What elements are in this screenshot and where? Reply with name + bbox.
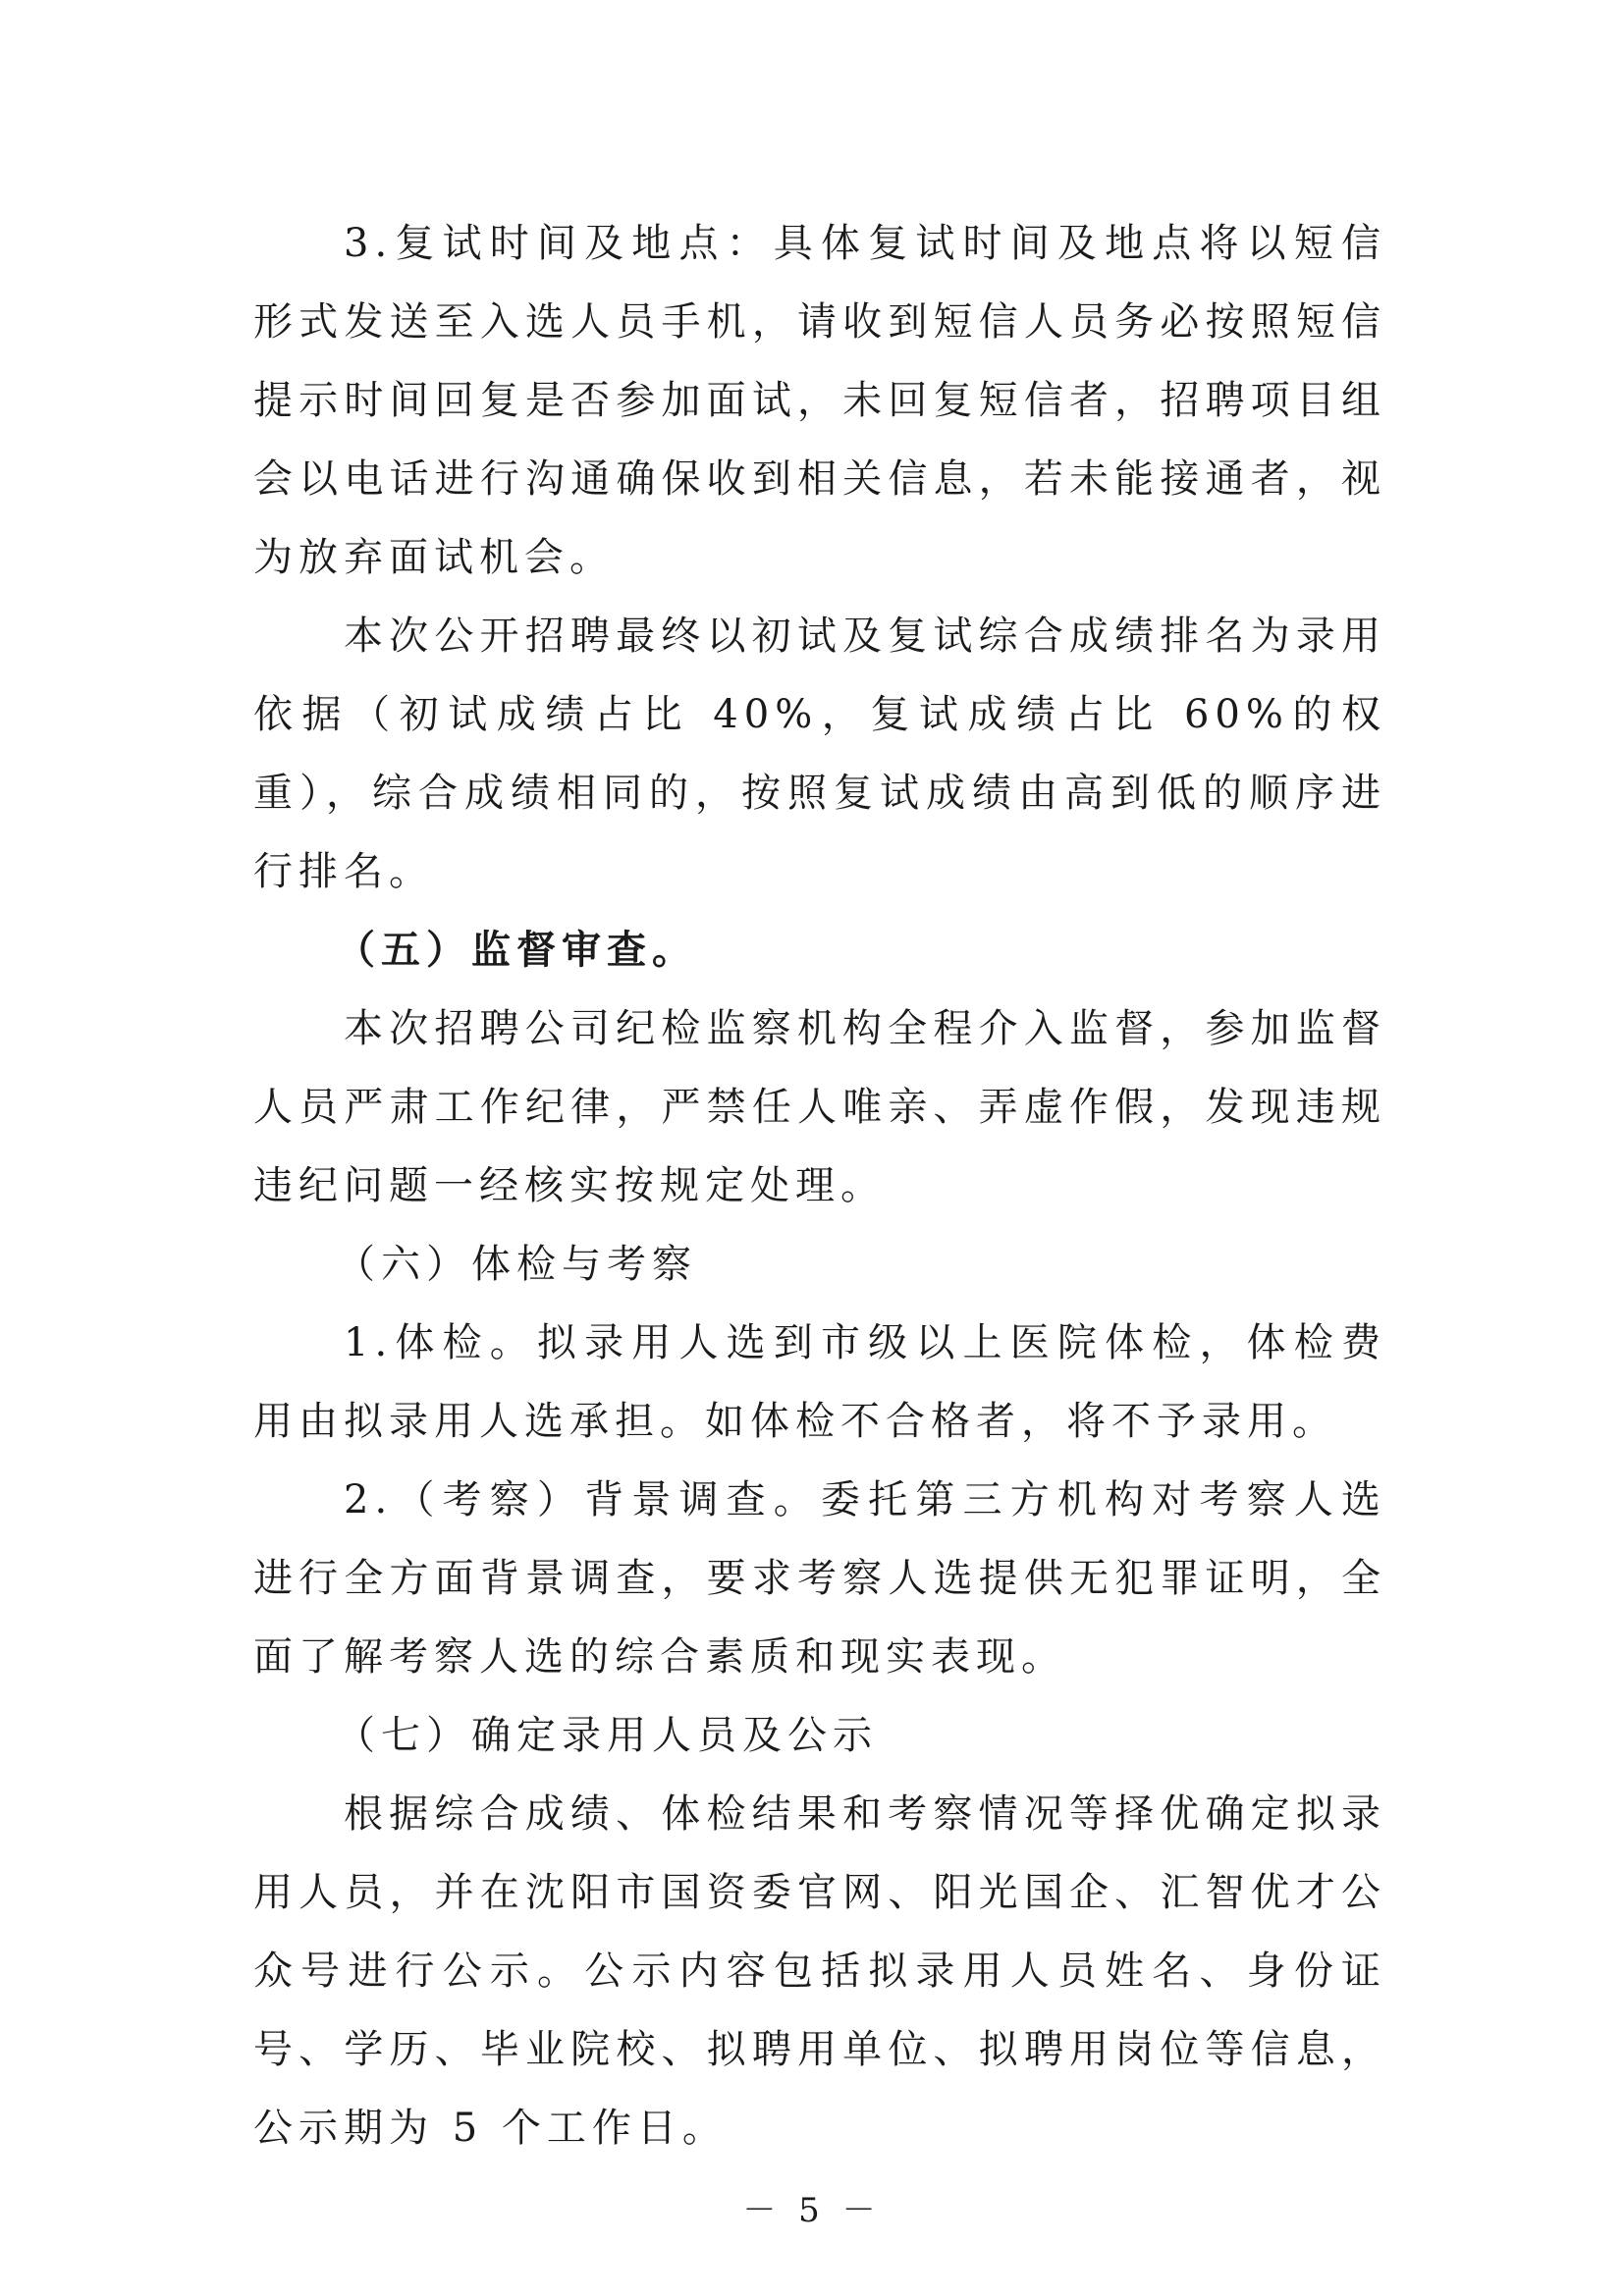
document-body bbox=[253, 204, 1386, 2167]
section-heading-hiring-announcement: （七）确定录用人员及公示 bbox=[336, 1713, 878, 1758]
section-heading-supervision: （五）监督审查。 bbox=[336, 927, 697, 973]
paragraph-retest-time-location: 3.复试时间及地点：具体复试时间及地点将以短信形式发送至入选人员手机，请收到短信人员务必按照短信提示时间回复是否参加面试，未回复短信者，招聘项目组会以电话进行沟通确保收到相关信息，若未能接通者，视为放弃面试机会。 bbox=[253, 221, 1386, 580]
page-number: － 5 － bbox=[742, 2191, 882, 2230]
paragraph-physical-exam: 1.体检。拟录用人选到市级以上医院体检，体检费用由拟录用人选承担。如体检不合格者，将不予录用。 bbox=[253, 1320, 1386, 1444]
paragraph-final-ranking: 本次公开招聘最终以初试及复试综合成绩排名为录用依据（初试成绩占比 40%，复试成绩占比 60%的权重），综合成绩相同的，按照复试成绩由高到低的顺序进行排名。 bbox=[253, 614, 1386, 894]
paragraph-background-check: 2.（考察）背景调查。委托第三方机构对考察人选进行全方面背景调查，要求考察人选提供无犯罪证明，全面了解考察人选的综合素质和现实表现。 bbox=[253, 1477, 1386, 1680]
section-heading-physical-exam: （六）体检与考察 bbox=[336, 1242, 697, 1287]
paragraph-hiring-announcement: 根据综合成绩、体检结果和考察情况等择优确定拟录用人员，并在沈阳市国资委官网、阳光国企、汇智优才公众号进行公示。公示内容包括拟录用人员姓名、身份证号、学历、毕业院校、拟聘用单位、拟聘用岗位等信息，公示期为 5 个工作日。 bbox=[253, 1791, 1386, 2151]
paragraph-supervision: 本次招聘公司纪检监察机构全程介入监督，参加监督人员严肃工作纪律，严禁任人唯亲、弄虚作假，发现违规违纪问题一经核实按规定处理。 bbox=[253, 1006, 1386, 1208]
